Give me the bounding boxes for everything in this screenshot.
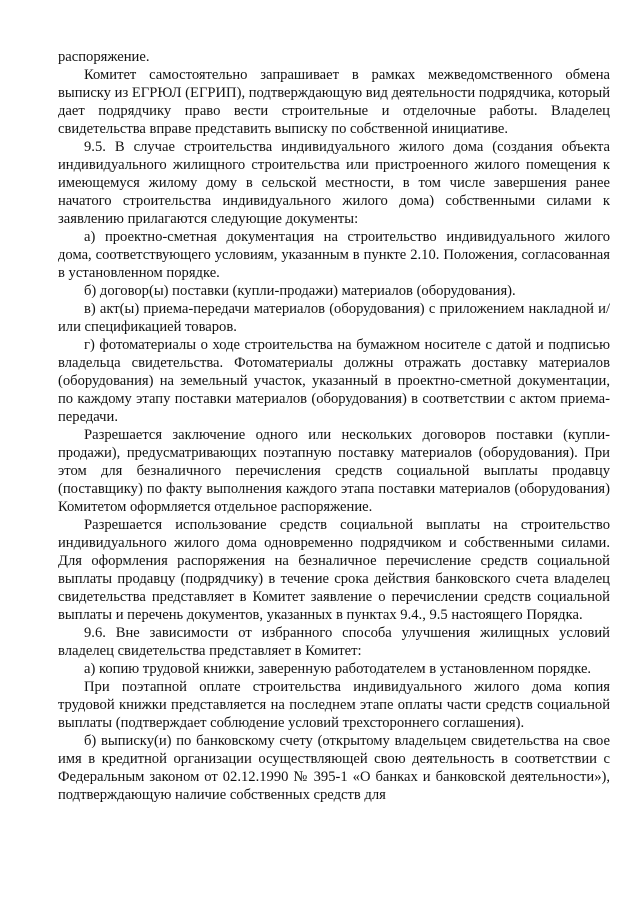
paragraph-egrul-request: Комитет самостоятельно запрашивает в рамках межведомственного обмена выписку из ЕГРЮЛ (ЕГРИП), подтверждающую вид деятельности подрядчика, который дает подрядчику право вести строительные и отделочные работы. Владелец свидетельства вправе представить выписку по собственной инициативе. (58, 67, 610, 137)
document-page (58, 48, 610, 804)
paragraph-9-6-a: а) копию трудовой книжки, заверенную работодателем в установленном порядке. (84, 661, 592, 677)
paragraph-9-5-a: а) проектно-сметная документация на строительство индивидуального жилого дома, соответствующего условиям, указанным в пункте 2.10. Положения, согласованная в установленном порядке. (58, 229, 610, 281)
paragraph-supply-contracts: Разрешается заключение одного или нескольких договоров поставки (купли-продажи), предусматривающих поэтапную поставку материалов (оборудования). При этом для безналичного перечисления средств социальной выплаты продавцу (поставщику) по факту выполнения каждого этапа поставки материалов (оборудования) Комитетом оформляется отдельное распоряжение. (58, 427, 610, 515)
paragraph-9-5: 9.5. В случае строительства индивидуального жилого дома (создания объекта индивидуального жилищного строительства или пристроенного жилого помещения к имеющемуся жилому дому в сельской местности, в том числе завершения ранее начатого строительства индивидуального жилого дома) собственными силами к заявлению прилагаются следующие документы: (58, 139, 610, 227)
paragraph-9-5-g: г) фотоматериалы о ходе строительства на бумажном носителе с датой и подписью владельца свидетельства. Фотоматериалы должны отражать доставку материалов (оборудования) на земельный участок, указанный в проектно-сметной документации, по каждому этапу поставки материалов (оборудования) в соответствии с актом приема-передачи. (58, 337, 610, 425)
paragraph-9-5-v: в) акт(ы) приема-передачи материалов (оборудования) с приложением накладной и/или спецификацией товаров. (58, 301, 610, 335)
paragraph-9-6-b: б) выписку(и) по банковскому счету (открытому владельцем свидетельства на свое имя в кредитной организации осуществляющей свою деятельность в соответствии с Федеральным законом от 02.12.1990 № 395-1 «О банках и банковской деятельности»), подтверждающую наличие собственных средств для (58, 733, 610, 803)
paragraph-continuation: распоряжение. (58, 49, 150, 65)
paragraph-combined-use: Разрешается использование средств социальной выплаты на строительство индивидуального жилого дома одновременно подрядчиком и собственными силами. Для оформления распоряжения на безналичное перечисление средств социальной выплаты продавцу (подрядчику) в течение срока действия банковского счета владелец свидетельства представляет в Комитет заявление о перечислении средств социальной выплаты и перечень документов, указанных в пунктах 9.4., 9.5 настоящего Порядка. (58, 517, 610, 623)
paragraph-9-6: 9.6. Вне зависимости от избранного способа улучшения жилищных условий владелец свидетельства представляет в Комитет: (58, 625, 610, 659)
paragraph-9-5-b: б) договор(ы) поставки (купли-продажи) материалов (оборудования). (84, 283, 516, 299)
paragraph-staged-payment: При поэтапной оплате строительства индивидуального жилого дома копия трудовой книжки представляется на последнем этапе оплаты части средств социальной выплаты (подтверждает соблюдение условий трехстороннего соглашения). (58, 679, 610, 731)
